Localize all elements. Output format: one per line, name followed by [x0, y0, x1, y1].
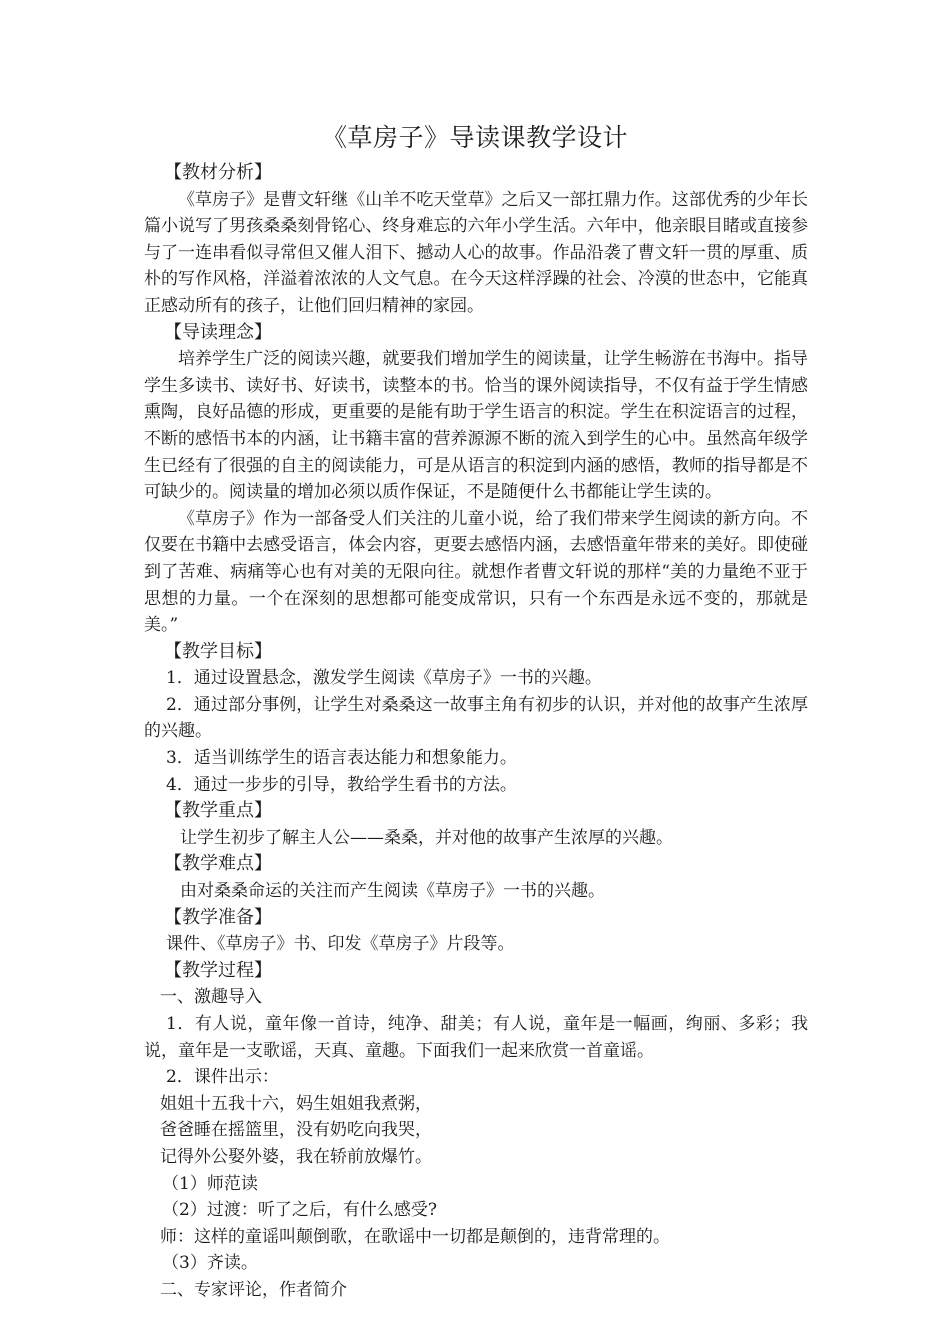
poem-line-3: 记得外公娶外婆，我在轿前放爆竹。: [160, 1146, 432, 1167]
section-heading-prep: 【教学准备】: [164, 906, 272, 928]
difficulty-paragraph: 由对桑桑命运的关注而产生阅读《草房子》一书的兴趣。: [180, 881, 605, 902]
sub-item-1: （1）师范读: [162, 1173, 258, 1194]
document-title: 《草房子》导读课教学设计: [321, 123, 628, 152]
step-1-item-2: 2．课件出示：: [166, 1067, 279, 1088]
concept-paragraph-1: 培养学生广泛的阅读兴趣，就要我们增加学生的阅读量，让学生畅游在书海中。指导学生多读书、读好书、好读书，读整本的书。恰当的课外阅读指导，不仅有益于学生情感熏陶，良好品德的形成，更重要的是能有助于学生语言的积淀。学生在积淀语言的过程，不断的感悟书本的内涵，让书籍丰富的营养源源不断的流入到学生的心中。虽然高年级学生已经有了很强的自主的阅读能力，可是从语言的积淀到内涵的感悟，教师的指导都是不可缺少的。阅读量的增加必须以质作保证，不是随便什么书都能让学生读的。: [144, 349, 808, 503]
step-2-title: 二、专家评论，作者简介: [160, 1279, 347, 1300]
prep-paragraph: 课件、《草房子》书、印发《草房子》片段等。: [166, 934, 515, 955]
poem-line-2: 爸爸睡在摇篮里，没有奶吃向我哭，: [160, 1120, 432, 1141]
section-heading-material: 【教材分析】: [164, 162, 272, 183]
goal-item-1: 1．通过设置悬念，激发学生阅读《草房子》一书的兴趣。: [166, 668, 602, 689]
poem-line-1: 姐姐十五我十六，妈生姐姐我煮粥，: [160, 1093, 432, 1114]
goal-item-2: 2．通过部分事例，让学生对桑桑这一故事主角有初步的认识，并对他的故事产生浓厚的兴趣。: [144, 694, 808, 742]
teacher-line: 师：这样的童谣叫颠倒歌，在歌谣中一切都是颠倒的，违背常理的。: [160, 1226, 670, 1247]
goal-item-3: 3．适当训练学生的语言表达能力和想象能力。: [166, 748, 517, 769]
step-1-title: 一、激趣导入: [160, 987, 262, 1008]
material-paragraph: 《草房子》是曹文轩继《山羊不吃天堂草》之后又一部扛鼎力作。这部优秀的少年长篇小说写了男孩桑桑刻骨铭心、终身难忘的六年小学生活。六年中，他亲眼目睹或直接参与了一连串看似寻常但又催人泪下、撼动人心的故事。作品沿袭了曹文轩一贯的厚重、质朴的写作风格，洋溢着浓浓的人文气息。在今天这样浮躁的社会、冷漠的世态中，它能真正感动所有的孩子，让他们回归精神的家园。: [144, 189, 808, 316]
key-paragraph: 让学生初步了解主人公——桑桑，并对他的故事产生浓厚的兴趣。: [180, 827, 673, 848]
section-heading-key: 【教学重点】: [164, 800, 272, 822]
document-body: [144, 160, 808, 1304]
concept-paragraph-2: 《草房子》作为一部备受人们关注的儿童小说，给了我们带来学生阅读的新方向。不仅要在书籍中去感受语言，体会内容，更要去感悟内涵，去感悟童年带来的美好。即使碰到了苦难、病痛等心也有对美的无限向往。就想作者曹文轩说的那样“美的力量绝不亚于思想的力量。一个在深刻的思想都可能变成常识，只有一个东西是永远不变的，那就是美。”: [144, 508, 808, 636]
section-heading-difficulty: 【教学难点】: [164, 853, 272, 875]
sub-item-2: （2）过渡：听了之后，有什么感受?: [162, 1200, 437, 1221]
section-heading-goals: 【教学目标】: [164, 640, 272, 662]
step-1-item-1: 1．有人说，童年像一首诗，纯净、甜美；有人说，童年是一幅画，绚丽、多彩；我说，童年是一支歌谣，天真、童趣。下面我们一起来欣赏一首童谣。: [144, 1014, 808, 1061]
sub-item-3: （3）齐读。: [162, 1253, 258, 1274]
section-heading-process: 【教学过程】: [164, 959, 272, 981]
goal-item-4: 4．通过一步步的引导，教给学生看书的方法。: [166, 774, 517, 795]
section-heading-concept: 【导读理念】: [164, 321, 272, 343]
